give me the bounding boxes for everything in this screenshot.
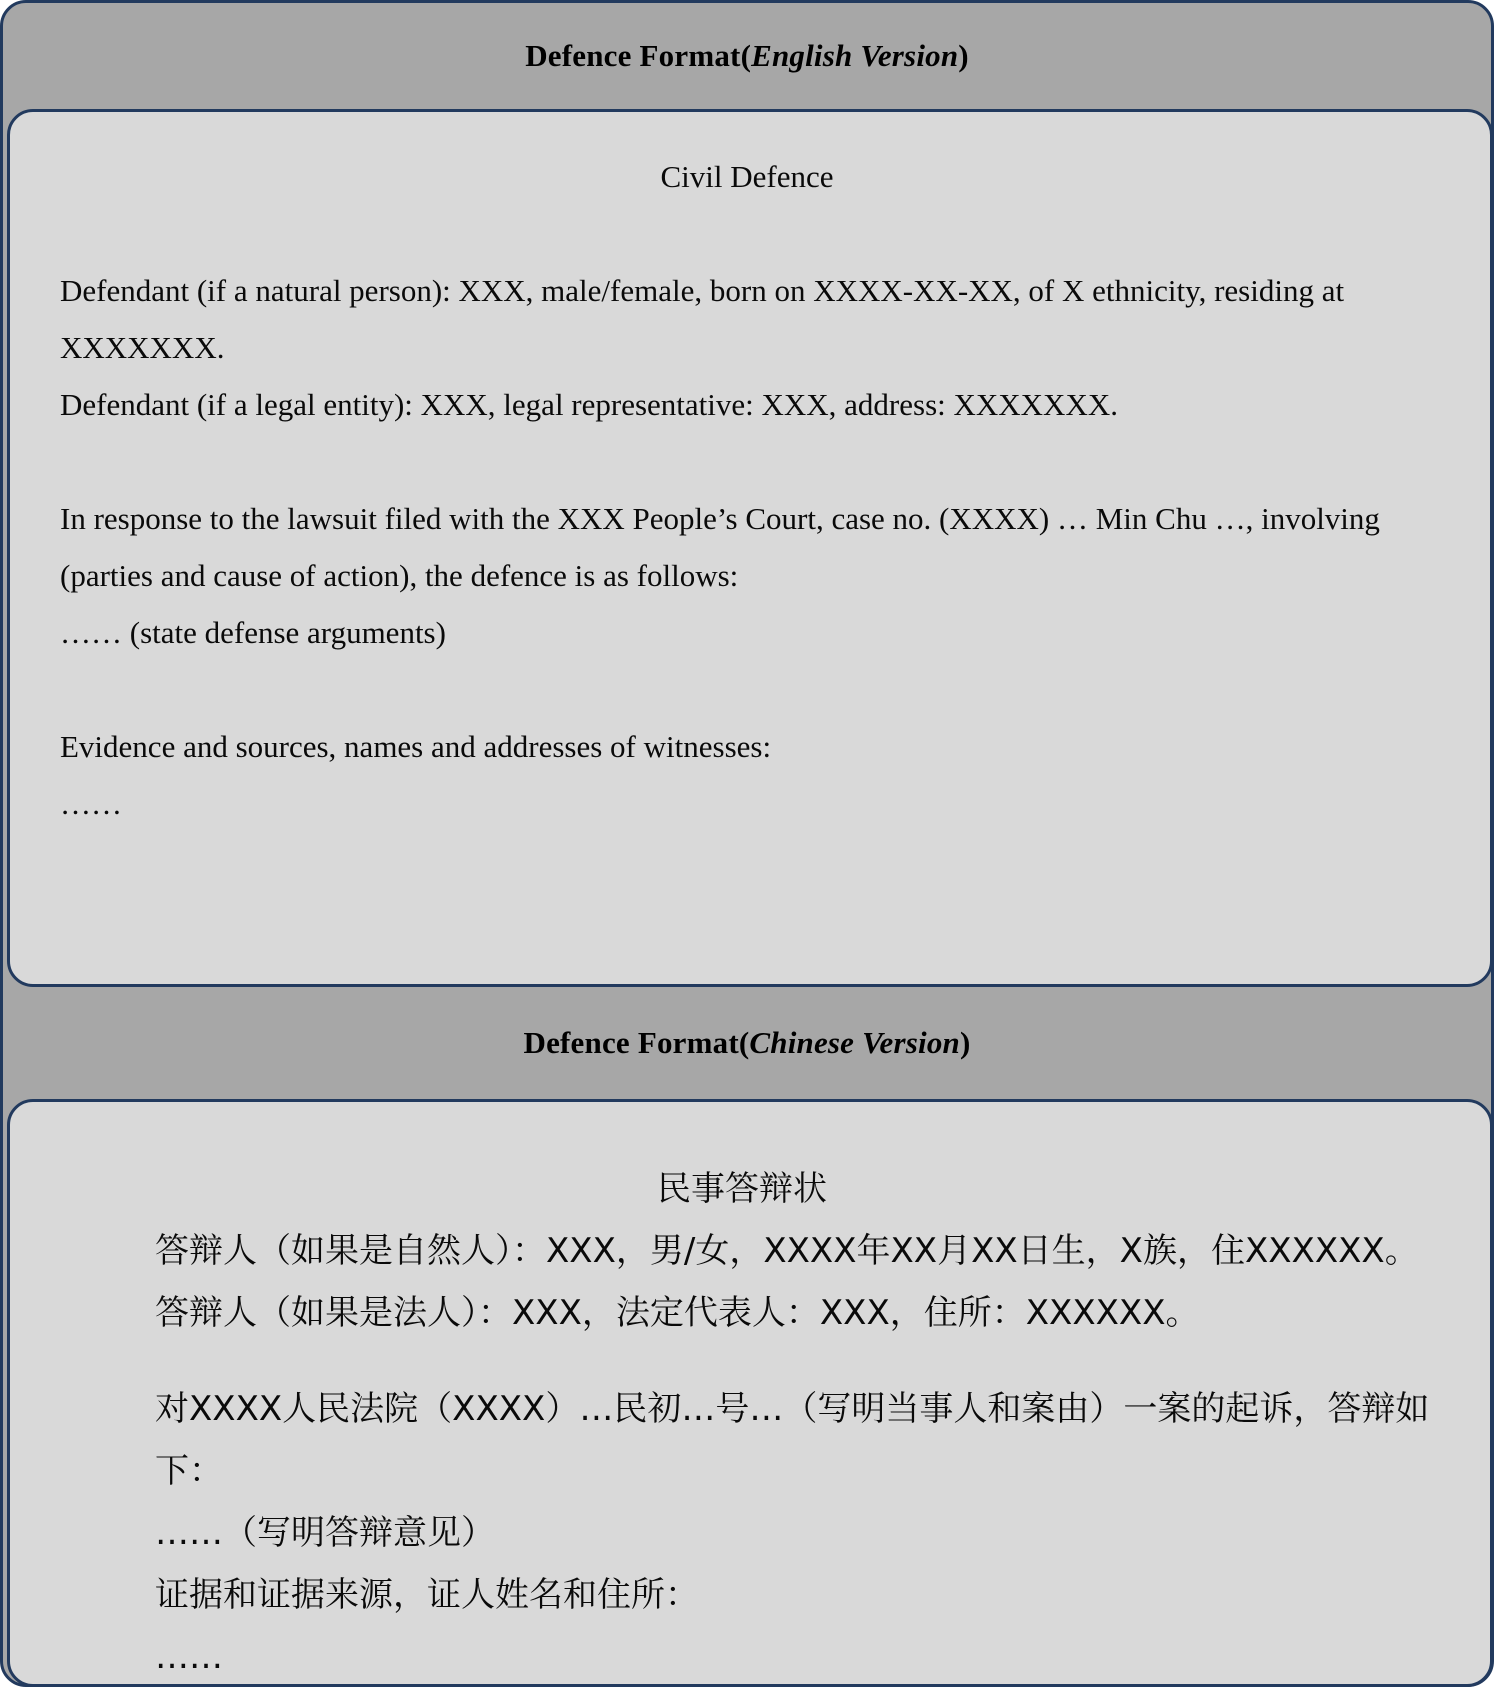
chinese-section-title xyxy=(523,1025,970,1061)
chinese-paragraph-arguments: ……（写明答辩意见） xyxy=(155,1513,495,1553)
chinese-paragraph-ellipsis: …… xyxy=(155,1637,223,1677)
chinese-title-prefix: Defence Format( xyxy=(523,1025,750,1060)
english-paragraph-defendant-natural: Defendant (if a natural person): XXX, male/female, born on XXXX-XX-XX, of X ethnicity, residing at XXXXXXX. xyxy=(60,273,1345,365)
english-title-italic: English Version xyxy=(751,38,959,73)
chinese-paragraph-defendant-natural: 答辩人（如果是自然人）：XXX，男/女，XXXX年XX月XX日生，X族，住XXXXXX。 xyxy=(155,1231,1419,1271)
english-section-header-band xyxy=(3,3,1491,109)
chinese-title-italic: Chinese Version xyxy=(749,1025,960,1060)
english-template-panel xyxy=(7,109,1493,987)
english-title-suffix: ) xyxy=(958,38,969,73)
english-paragraph-evidence: Evidence and sources, names and addresses of witnesses: xyxy=(60,729,772,764)
chinese-paragraph-response: 对XXXX人民法院（XXXX）…民初…号…（写明当事人和案由）一案的起诉，答辩如下： xyxy=(155,1389,1430,1491)
chinese-section-header-band xyxy=(3,987,1491,1099)
chinese-paragraph-evidence: 证据和证据来源，证人姓名和住所： xyxy=(155,1575,699,1615)
english-title-prefix: Defence Format( xyxy=(525,38,752,73)
chinese-template-panel xyxy=(7,1099,1493,1687)
chinese-document-title: 民事答辩状 xyxy=(657,1169,827,1209)
english-paragraph-response: In response to the lawsuit filed with the XXX People’s Court, case no. (XXXX) … Min Chu …, involving (parties and cause of action), the defence is as follows: xyxy=(60,501,1380,593)
english-paragraph-ellipsis: …… xyxy=(60,786,122,821)
english-paragraph-defendant-entity: Defendant (if a legal entity): XXX, legal representative: XXX, address: XXXXXXX. xyxy=(60,387,1118,422)
chinese-paragraph-defendant-entity: 答辩人（如果是法人）：XXX，法定代表人：XXX，住所：XXXXXX。 xyxy=(155,1293,1200,1333)
chinese-title-suffix: ) xyxy=(959,1025,971,1060)
english-paragraph-arguments: …… (state defense arguments) xyxy=(60,615,446,650)
english-document-title: Civil Defence xyxy=(660,159,834,194)
english-section-title xyxy=(525,38,969,74)
